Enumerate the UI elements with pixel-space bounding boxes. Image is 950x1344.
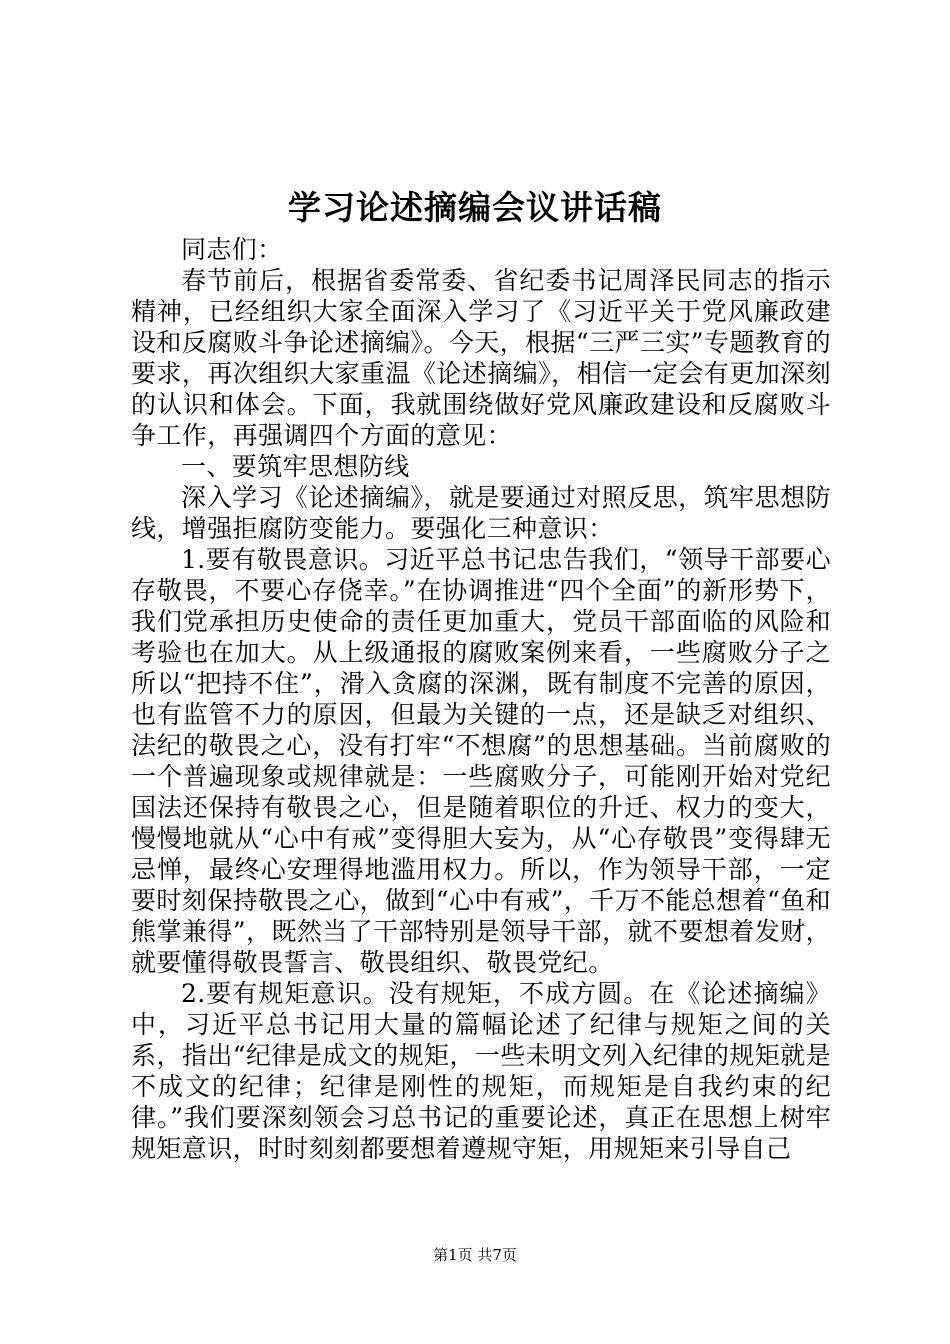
section-heading-1: 一、要筑牢思想防线	[181, 452, 410, 481]
salutation: 同志们：	[181, 235, 283, 264]
document-body	[131, 234, 831, 1164]
document-title: 学习论述摘编会议讲话稿	[288, 188, 662, 227]
point-1-paragraph: 1.要有敬畏意识。习近平总书记忠告我们，“领导干部要心存敬畏，不要心存侥幸。”在协调推进“四个全面”的新形势下，我们党承担历史使命的责任更加重大，党员干部面临的风险和考验也在加大。从上级通报的腐败案例来看，一些腐败分子之所以“把持不住”，滑入贪腐的深渊，既有制度不完善的原因，也有监管不力的原因，但最为关键的一点，还是缺乏对组织、法纪的敬畏之心，没有打牢“不想腐”的思想基础。当前腐败的一个普遍现象或规律就是：一些腐败分子，可能刚开始对党纪国法还保持有敬畏之心，但是随着职位的升迁、权力的变大，慢慢地就从“心中有戒”变得胆大妄为，从“心存敬畏”变得肆无忌惮，最终心安理得地滥用权力。所以，作为领导干部，一定要时刻保持敬畏之心，做到“心中有戒”，千万不能总想着“鱼和熊掌兼得”，既然当了干部特别是领导干部，就不要想着发财，就要懂得敬畏誓言、敬畏组织、敬畏党纪。	[131, 545, 831, 977]
section-1-intro-paragraph: 深入学习《论述摘编》，就是要通过对照反思，筑牢思想防线，增强拒腐防变能力。要强化三种意识：	[131, 483, 831, 543]
point-2-paragraph: 2.要有规矩意识。没有规矩，不成方圆。在《论述摘编》中，习近平总书记用大量的篇幅论述了纪律与规矩之间的关系，指出“纪律是成文的规矩，一些未明文列入纪律的规矩就是不成文的纪律；纪律是刚性的规矩，而规矩是自我约束的纪律。”我们要深刻领会习总书记的重要论述，真正在思想上树牢规矩意识，时时刻刻都要想着遵规守矩，用规矩来引导自己	[131, 979, 831, 1163]
page-number-footer: 第1页 共7页	[433, 1246, 517, 1264]
intro-paragraph: 春节前后，根据省委常委、省纪委书记周泽民同志的指示精神，已经组织大家全面深入学习了《习近平关于党风廉政建设和反腐败斗争论述摘编》。今天，根据“三严三实”专题教育的要求，再次组织大家重温《论述摘编》，相信一定会有更加深刻的认识和体会。下面，我就围绕做好党风廉政建设和反腐败斗争工作，再强调四个方面的意见：	[131, 266, 831, 450]
